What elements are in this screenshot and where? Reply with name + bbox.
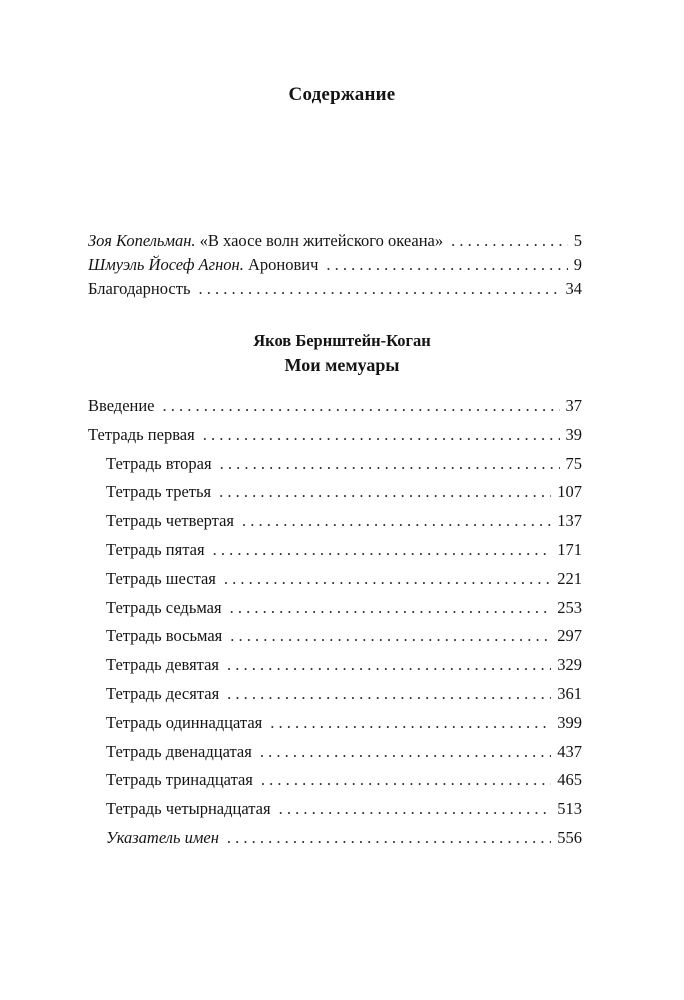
toc-entry[interactable] [88, 795, 582, 824]
dot-leader [224, 565, 551, 594]
toc-entry[interactable] [88, 536, 582, 565]
toc-entry-page: 171 [557, 539, 582, 559]
toc-entry[interactable] [88, 738, 582, 767]
toc-entry-page: 221 [557, 568, 582, 588]
toc-entry-page: 9 [573, 255, 582, 274]
toc-entry-page: 37 [565, 396, 582, 415]
front-toc [88, 229, 582, 301]
toc-entry-page: 556 [557, 827, 582, 847]
toc-entry-page: 399 [557, 712, 582, 732]
toc-entry[interactable] [88, 594, 582, 623]
toc-entry[interactable] [88, 507, 582, 536]
toc-entry-page: 107 [557, 482, 582, 502]
dot-leader [203, 421, 560, 450]
toc-entry-label: Тетрадь восьмая [106, 626, 223, 646]
toc-entry[interactable] [88, 421, 582, 450]
toc-entry-label: Тетрадь первая [88, 424, 195, 444]
toc-entry-page: 75 [565, 453, 582, 473]
dot-leader [213, 536, 552, 565]
toc-entry-label: Тетрадь тринадцатая [106, 770, 253, 790]
toc-entry[interactable] [88, 622, 582, 651]
dot-leader [326, 253, 567, 277]
dot-leader [220, 450, 560, 479]
toc-entry-title: Благодарность [88, 279, 191, 298]
toc-entry[interactable] [88, 253, 582, 277]
dot-leader [227, 824, 551, 853]
toc-entry-label: Тетрадь девятая [106, 655, 220, 675]
dot-leader [198, 277, 559, 301]
toc-entry-label: Тетрадь четвертая [106, 511, 235, 531]
toc-entry-label: Тетрадь четырнадцатая [106, 799, 271, 819]
toc-entry-page: 329 [557, 655, 582, 675]
toc-entry-page: 39 [565, 424, 582, 444]
toc-entry-page: 297 [557, 626, 582, 646]
toc-entry-label: Введение [88, 396, 155, 415]
dot-leader [279, 795, 552, 824]
toc-entry-title: Аронович [243, 255, 319, 274]
toc-entry-author: Шмуэль Йосеф Агнон. [88, 255, 244, 274]
section-author: Яков Бернштейн-Коган [253, 331, 431, 350]
toc-entry[interactable] [88, 680, 582, 709]
main-toc [88, 392, 582, 853]
toc-entry-page: 34 [565, 279, 582, 298]
toc-entry[interactable] [88, 229, 582, 253]
dot-leader [227, 680, 551, 709]
dot-leader [260, 738, 551, 767]
toc-entry-label [88, 277, 190, 301]
toc-entry-label: Тетрадь одиннадцатая [106, 712, 263, 732]
toc-entry-label: Тетрадь седьмая [106, 597, 222, 617]
toc-entry-label: Тетрадь третья [106, 482, 212, 502]
toc-entry[interactable] [88, 709, 582, 738]
toc-entry-page: 361 [557, 683, 582, 703]
page-title: Содержание [288, 84, 396, 105]
toc-entry-page: 5 [573, 231, 582, 250]
toc-entry-label: Тетрадь десятая [106, 683, 220, 703]
toc-entry[interactable] [88, 766, 582, 795]
toc-entry[interactable] [88, 450, 582, 479]
section-title: Мои мемуары [284, 355, 400, 375]
toc-entry-page: 437 [557, 741, 582, 761]
dot-leader [230, 594, 552, 623]
toc-entry-label: Указатель имен [106, 827, 219, 847]
toc-entry[interactable] [88, 824, 582, 853]
toc-entry[interactable] [88, 565, 582, 594]
dot-leader [261, 766, 551, 795]
toc-entry-label: Тетрадь шестая [106, 568, 216, 588]
toc-entry[interactable] [88, 277, 582, 301]
toc-entry-author: Зоя Копельман. [88, 231, 196, 250]
dot-leader [242, 507, 551, 536]
toc-entry-page: 513 [557, 799, 582, 819]
toc-entry-page: 465 [557, 770, 582, 790]
dot-leader [451, 229, 568, 253]
toc-entry-title: «В хаосе волн житейского океана» [195, 231, 444, 250]
dot-leader [163, 392, 560, 421]
toc-entry-label [88, 229, 443, 253]
dot-leader [230, 622, 551, 651]
toc-entry-label [88, 253, 318, 277]
toc-entry-page: 253 [557, 597, 582, 617]
toc-entry[interactable] [88, 651, 582, 680]
dot-leader [219, 478, 551, 507]
toc-entry-label: Тетрадь двенадцатая [106, 741, 252, 761]
toc-entry-label: Тетрадь вторая [106, 453, 212, 473]
toc-entry-page: 137 [557, 511, 582, 531]
toc-entry-label: Тетрадь пятая [106, 539, 205, 559]
dot-leader [270, 709, 551, 738]
toc-entry[interactable] [88, 392, 582, 421]
dot-leader [227, 651, 551, 680]
toc-entry[interactable] [88, 478, 582, 507]
